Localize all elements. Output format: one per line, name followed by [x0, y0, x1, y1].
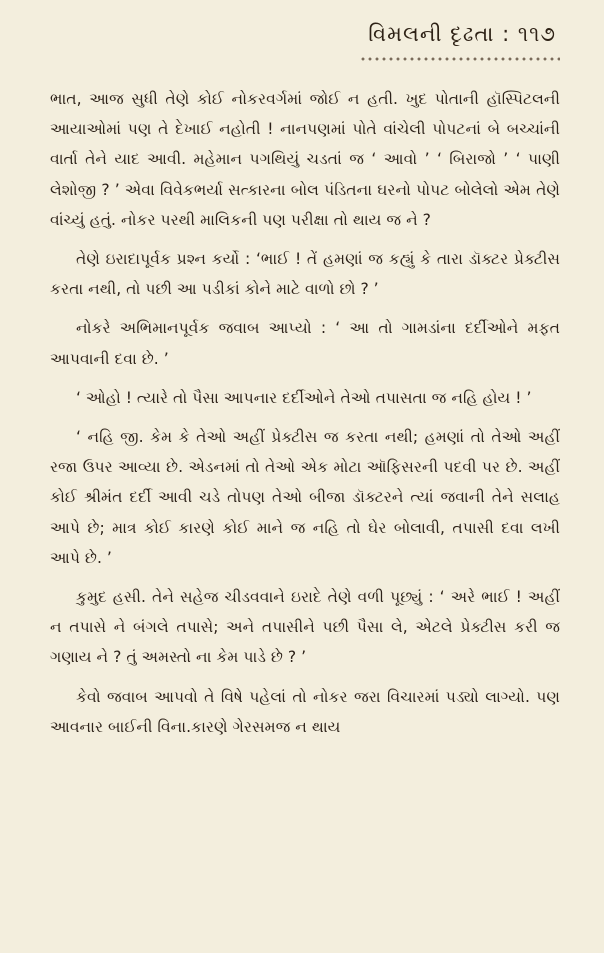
header-dotted-rule — [360, 56, 560, 61]
running-head: વિમલની દૃઢતા : ૧૧૭ — [368, 22, 556, 46]
paragraph: નોકરે અભિમાનપૂર્વક જવાબ આપ્યો : ‘ આ તો ગામડાંના દર્દીઓને મફત આપવાની દવા છે. ’ — [50, 319, 560, 368]
paragraph: ભાત, આજ સુધી તેણે કોઈ નોકરવર્ગમાં જોઈ ન હતી. ખુદ પોતાની હૉસ્પિટલની આયાઓમાં પણ તે દેખાઈ નહોતી ! નાનપણમાં પોતે વાંચેલી પોપટનાં બે બચ્ચાંની વાર્તા તેને યાદ આવી. મહેમાન પગથિયું ચડતાં જ ‘ આવો ’ ‘ બિરાજો ’ ‘ પાણી લેશોજી ? ’ એવા વિવેકભર્યા સત્કારના બોલ પંડિતના ઘરનો પોપટ બોલેલો એમ તેણે વાંચ્યું હતું. નોકર પરથી માલિકની પણ પરીક્ષા તો થાય જ ને ? — [50, 90, 560, 229]
paragraph: કેવો જવાબ આપવો તે વિષે પહેલાં તો નોકર જરા વિચારમાં પડ્યો લાગ્યો. પણ આવનાર બાઈની વિના.કારણે ગેરસમજ ન થાય — [50, 687, 560, 736]
paragraph: ‘ ઓહો ! ત્યારે તો પૈસા આપનાર દર્દીઓને તેઓ તપાસતા જ નહિ હોય ! ’ — [76, 388, 532, 407]
paragraph: કુમુદ હસી. તેને સહેજ ચીડવવાને ઇરાદે તેણે વળી પૂછ્યું : ‘ અરે ભાઈ ! અહીં ન તપાસે ને બંગલે તપાસે; અને તપાસીને પછી પૈસા લે, એટલે પ્રેક્ટીસ કરી જ ગણાય ને ? તું અમસ્તો ના કેમ પાડે છે ? ’ — [50, 588, 560, 667]
paragraph: તેણે ઇરાદાપૂર્વક પ્રશ્ન કર્યો : ‘ભાઈ ! તેં હમણાં જ કહ્યું કે તારા ડૉક્ટર પ્રેક્ટીસ કરતા નથી, તો પછી આ પડીકાં કોને માટે વાળો છો ? ’ — [50, 250, 560, 299]
body-text — [50, 84, 560, 751]
paragraph: ‘ નહિ જી. કેમ કે તેઓ અહીં પ્રેક્ટીસ જ કરતા નથી; હમણાં તો તેઓ અહીં રજા ઉપર આવ્યા છે. એડનમાં તો તેઓ એક મોટા ઑફિસરની પદવી પર છે. અહીં કોઈ શ્રીમંત દર્દી આવી ચડે તોપણ તેઓ બીજા ડૉક્ટરને ત્યાં જવાની તેને સલાહ આપે છે; માત્ર કોઈ કારણે કોઈ માને જ નહિ તો ઘેર બોલાવી, તપાસી દવા લખી આપે છે. ’ — [50, 428, 560, 567]
